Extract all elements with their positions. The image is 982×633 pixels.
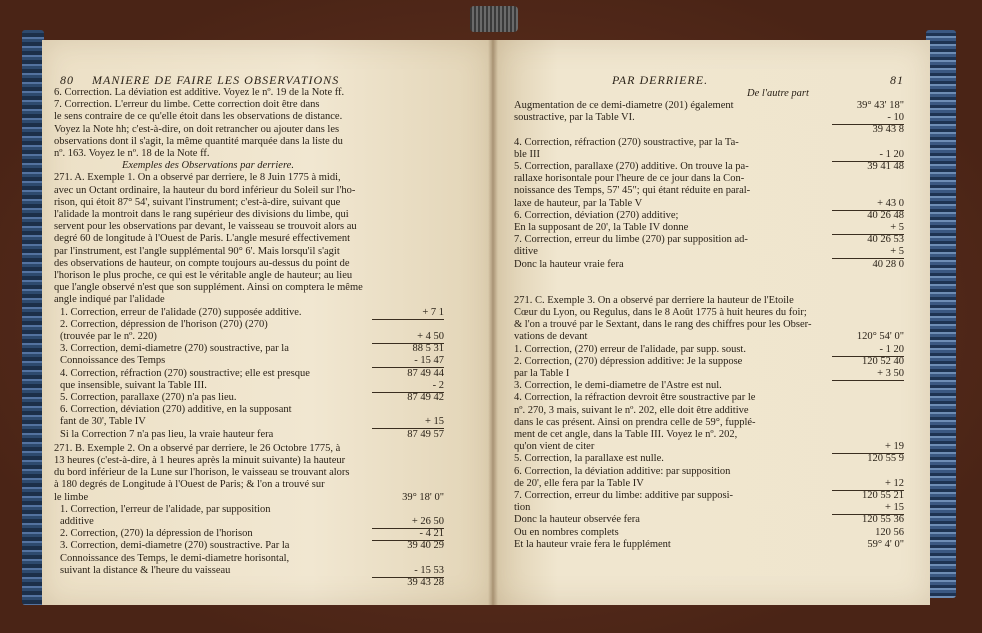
- text-line: vations de devant: [514, 331, 588, 343]
- calc-value: 39 43 8: [872, 124, 904, 136]
- calc-value: 39 43 28: [407, 577, 444, 588]
- calc-value: 120 52 40: [862, 355, 904, 367]
- calc-value: 87 49 44: [407, 367, 444, 379]
- calc-value: 39 40 29: [407, 540, 444, 552]
- calc-label: 4. Correction, la réfraction devroit être soustractive par le: [514, 392, 756, 404]
- calc-value: 120 55 9: [867, 453, 904, 465]
- text-line: 271. B. Exemple 2. On a observé par derriere, le 26 Octobre 1775, à: [54, 442, 341, 454]
- left-running-head: MANIERE DE FAIRE LES OBSERVATIONS: [92, 73, 340, 87]
- gutter: [488, 40, 498, 605]
- calc-label: (trouvée par le nº. 220): [60, 331, 157, 342]
- book-spine: [470, 6, 518, 32]
- calc-value: 88 5 31: [412, 343, 444, 355]
- calc-label: de 20', elle fera par la Table IV: [514, 477, 644, 489]
- calc-label: 5. Correction, parallaxe (270) additive. On trouve la pa-: [514, 161, 749, 172]
- calc-value: 39 41 48: [867, 161, 904, 172]
- calc-label: 1. Correction, erreur de l'alidade (270) supposée additive.: [60, 306, 302, 318]
- calc-label: soustractive, par la Table VI.: [514, 112, 635, 124]
- calc-value: - 15 53: [414, 564, 444, 576]
- calc-label: Augmentation de ce demi-diametre (201) également: [514, 100, 734, 111]
- sum-rule: [372, 319, 444, 320]
- calc-value: + 7 1: [422, 306, 444, 318]
- text-line: angle indiqué par l'alidade: [54, 294, 165, 306]
- text-line: 13 heures (c'est-à-dire, à 1 heures après la minuit suivante) la hauteur: [54, 455, 346, 466]
- calc-value: + 43 0: [877, 197, 904, 209]
- calc-label: fant de 30', Table IV: [60, 416, 146, 428]
- text-line: des observations de hauteur, on compte toujours au-dessus du point de: [54, 257, 350, 269]
- calc-value: + 15: [424, 416, 444, 428]
- text-line: servent pour les observations par devant, le vaisseau se trouvoit alors au: [54, 221, 357, 233]
- calc-label: additive: [60, 516, 94, 527]
- calc-label: noissance des Temps, 57' 45"; qui étant réduite en paral-: [514, 185, 751, 197]
- text-line: 6. Correction. La déviation est additive. Voyez le nº. 19 de la Note ff.: [54, 87, 345, 98]
- calc-label: 2. Correction, dépression de l'horison (270) (270): [60, 318, 268, 330]
- calc-value: 39° 18' 0": [402, 491, 444, 503]
- text-line: l'horison le plus proche, ce qui est le véritable angle de hauteur; au lieu: [54, 270, 353, 281]
- calc-value: 120 55 21: [862, 490, 904, 501]
- text-line: avec un Octant ordinaire, la hauteur du bord inférieur du Soleil sur l'ho-: [54, 184, 356, 196]
- calc-value: + 26 50: [411, 516, 444, 527]
- calc-label: qu'on vient de citer: [514, 441, 595, 453]
- calc-label: rallaxe horisontale pour l'heure de ce jour dans la Con-: [514, 173, 745, 185]
- calc-label: que insensible, suivant la Table III.: [60, 379, 207, 391]
- calc-label: 6. Correction, déviation (270) additive;: [514, 209, 679, 221]
- calc-value: 39° 43' 18": [856, 100, 904, 111]
- right-running-head: PAR DERRIERE.: [612, 73, 709, 87]
- calc-value: 87 49 42: [407, 392, 444, 403]
- text-line: le sens contraire de ce qu'elle étoit dans les observations de distance.: [54, 111, 343, 123]
- calc-label: dans le cas présent. Ainsi on prendra celle de 59°, fupplé-: [514, 416, 756, 428]
- calc-value: - 4 21: [419, 528, 444, 540]
- calc-label: tion: [514, 502, 531, 514]
- calc-label: 2. Correction, (270) dépression additive: Je la suppose: [514, 355, 743, 367]
- calc-value: - 10: [887, 112, 904, 124]
- calc-label: Et la hauteur vraie fera le fupplément: [514, 538, 671, 550]
- text-line: le limbe: [54, 491, 89, 503]
- calc-label: laxe de hauteur, par la Table V: [514, 197, 643, 209]
- text-line: 271. A. Exemple 1. On a observé par derriere, le 8 Juin 1775 à midi,: [54, 172, 341, 184]
- calc-label: par la Table I: [514, 368, 570, 379]
- calc-label: 6. Correction, déviation (270) additive, en la supposant: [60, 404, 292, 416]
- calc-label: 3. Correction, le demi-diametre de l'Astre est nul.: [514, 380, 722, 392]
- calc-value: 120 55 36: [862, 514, 904, 526]
- text-line: par l'instrument, est l'angle supplémental 90° 6'. Mais lorsqu'il s'agit: [54, 245, 340, 257]
- calc-value: - 1 20: [879, 343, 904, 355]
- calc-value: + 3 50: [877, 368, 904, 379]
- calc-label: 4. Correction, réfraction (270) soustractive, par la Ta-: [514, 136, 739, 148]
- calc-label: suivant la distance & l'heure du vaisseau: [60, 564, 231, 576]
- calc-label: 4. Correction, réfraction (270) soustractive; elle est presque: [60, 367, 310, 379]
- calc-value: 40 26 48: [867, 209, 904, 221]
- carry-label: De l'autre part: [747, 88, 809, 99]
- calc-value: + 5: [890, 246, 904, 258]
- calc-label: 2. Correction, (270) la dépression de l'horison: [60, 528, 253, 540]
- calc-label: Connoissance des Temps: [60, 355, 166, 367]
- text-line: Voyez la Note hh; c'est-à-dire, on doit retrancher ou ajouter dans les: [54, 123, 340, 135]
- text-line: observations dont il s'agit, la même quantité marquée dans la liste du: [54, 135, 343, 147]
- calc-value: + 12: [884, 477, 904, 489]
- calc-label: 7. Correction, erreur du limbe: additive par supposi-: [514, 490, 733, 501]
- calc-value: 40 28 0: [872, 258, 904, 270]
- calc-value: 59° 4' 0": [867, 538, 904, 550]
- calc-label: 3. Correction, demi-diametre (270) soustractive. Par la: [60, 540, 290, 552]
- text-line: 271. C. Exemple 3. On a observé par derriere la hauteur de l'Etoile: [514, 294, 794, 306]
- text-line: Cœur du Lyon, ou Regulus, dans le 8 Août 1775 à huit heures du foir;: [514, 307, 807, 318]
- text-line: du bord inférieur de la Lune sur l'horison, le vaisseau se trouvant alors: [54, 467, 350, 479]
- calc-label: 3. Correction, demi-diametre (270) soustractive, par la: [60, 343, 289, 355]
- left-page-number: 80: [60, 73, 74, 87]
- calc-value: - 2: [432, 379, 444, 391]
- sum-rule: [832, 380, 904, 381]
- calc-label: Si la Correction 7 n'a pas lieu, la vraie hauteur fera: [60, 428, 274, 440]
- right-page-number: 81: [890, 73, 904, 87]
- calc-value: 120 56: [875, 526, 904, 538]
- calc-value: + 19: [884, 441, 904, 453]
- section-heading: Exemples des Observations par derriere.: [122, 160, 294, 172]
- text-line: 7. Correction. L'erreur du limbe. Cette correction doit être dans: [54, 99, 320, 111]
- left-page-edges: [22, 30, 44, 605]
- calc-label: ditive: [514, 246, 538, 258]
- text-line: nº. 163. Voyez le nº. 18 de la Note ff.: [54, 148, 210, 159]
- calc-value: + 4 50: [417, 331, 444, 342]
- calc-value: + 15: [884, 502, 904, 514]
- text-line: que l'angle observé n'est que son supplément. Ainsi on comptera le même: [54, 282, 363, 294]
- text-line: & l'on a trouvé par le Sextant, dans le rang des chiffres pour les Obser-: [514, 319, 812, 331]
- calc-label: En la supposant de 20', la Table IV donne: [514, 222, 689, 233]
- text-line: rison, qui étoit 87° 54', suivant l'instrument; c'est-à-dire, suivant que: [54, 196, 341, 208]
- text-line: l'alidade la montroit dans le rang supérieur des divisions du limbe, qui: [54, 209, 349, 220]
- right-page-edges: [926, 30, 956, 598]
- calc-label: ble III: [514, 148, 540, 160]
- right-page: [492, 40, 930, 605]
- calc-label: 5. Correction, la parallaxe est nulle.: [514, 453, 664, 465]
- calc-label: 1. Correction, l'erreur de l'alidade, par supposition: [60, 503, 271, 515]
- calc-label: Connoissance des Temps, le demi-diametre horisontal,: [60, 552, 290, 564]
- calc-value: - 15 47: [414, 355, 444, 367]
- left-page: [42, 40, 492, 605]
- text-line: degré 60 de longitude à l'Ouest de Paris. L'angle mesuré effectivement: [54, 233, 351, 245]
- calc-label: Ou en nombres complets: [514, 526, 619, 538]
- calc-value: + 5: [890, 222, 904, 233]
- calc-value: 120° 54' 0": [856, 331, 904, 343]
- calc-label: Donc la hauteur vraie fera: [514, 258, 624, 270]
- calc-label: ment de cet angle, dans la Table III. Voyez le nº. 202,: [514, 429, 738, 440]
- calc-label: 5. Correction, parallaxe (270) n'a pas lieu.: [60, 392, 237, 403]
- calc-value: 40 26 53: [867, 234, 904, 246]
- calc-label: 7. Correction, erreur du limbe (270) par supposition ad-: [514, 234, 748, 246]
- calc-value: - 1 20: [879, 148, 904, 160]
- calc-label: 1. Correction, (270) erreur de l'alidade, par supp. soust.: [514, 343, 746, 355]
- text-line: à 180 degrés de Longitude à l'Ouest de Paris; & l'on a trouvé sur: [54, 479, 325, 491]
- calc-label: Donc la hauteur observée fera: [514, 514, 640, 526]
- calc-label: 6. Correction, la déviation additive: par supposition: [514, 465, 731, 477]
- calc-value: 87 49 57: [407, 428, 444, 440]
- calc-label: nº. 270, 3 mais, suivant le nº. 202, elle doit être additive: [514, 404, 749, 416]
